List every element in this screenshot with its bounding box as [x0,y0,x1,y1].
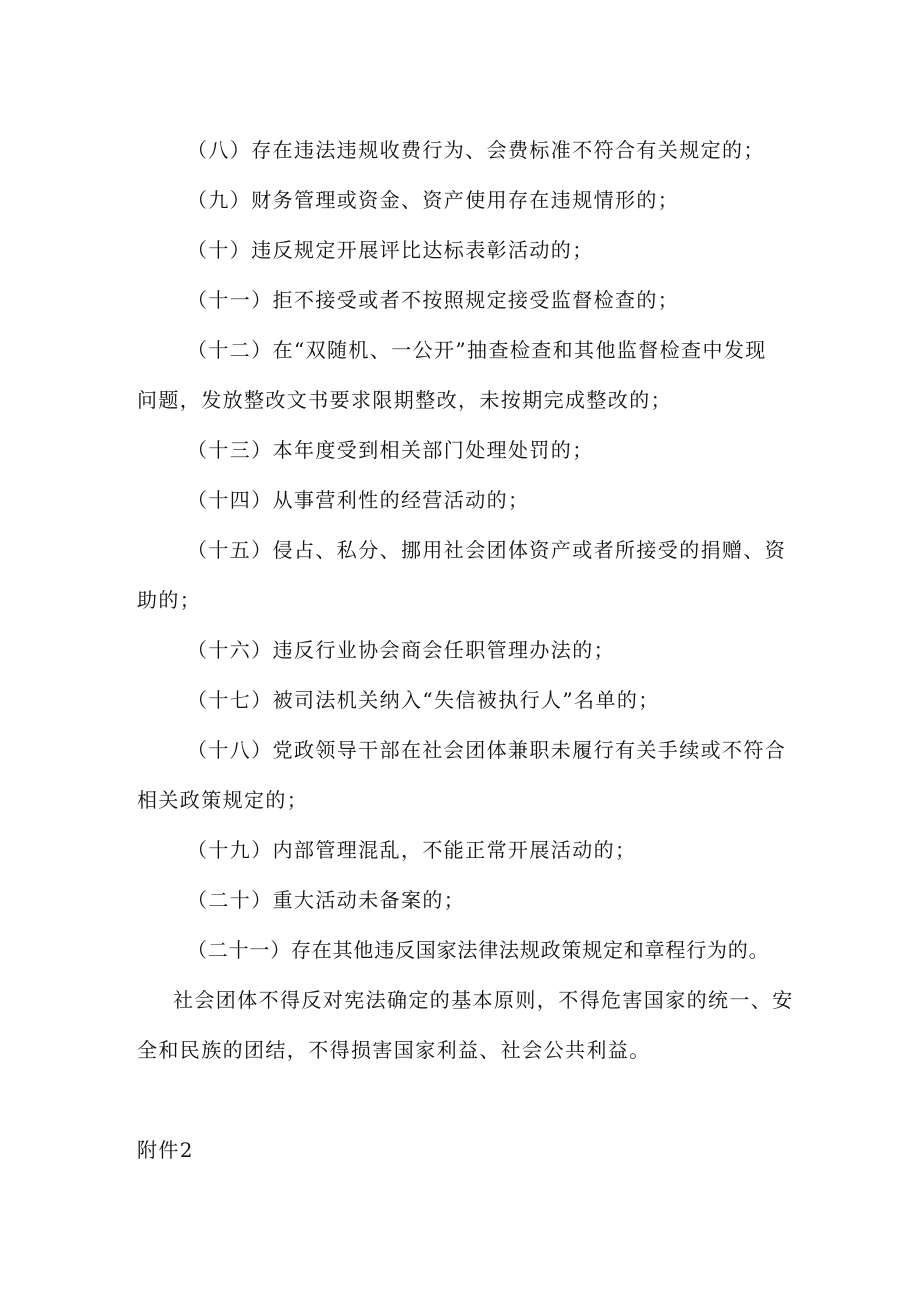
item-20: （二十）重大活动未备案的； [187,888,466,912]
item-12-line-2: 问题，发放整改文书要求限期整改，未按期完成整改的； [137,388,672,412]
item-16: （十六）违反行业协会商会任职管理办法的； [187,638,615,662]
item-11: （十一）拒不接受或者不按照规定接受监督检查的； [187,288,680,312]
attachment-label: 附件2 [137,1138,194,1162]
item-15-line-1: （十五）侵占、私分、挪用社会团体资产或者所接受的捐赠、资 [187,538,787,562]
item-15-line-2: 助的； [137,588,202,612]
item-13: （十三）本年度受到相关部门处理处罚的； [187,438,594,462]
item-19: （十九）内部管理混乱，不能正常开展活动的； [187,838,637,862]
closing-line-1: 社会团体不得反对宪法确定的基本原则，不得危害国家的统一、安 [173,988,794,1012]
item-14: （十四）从事营利性的经营活动的； [187,488,530,512]
item-8: （八）存在违法违规收费行为、会费标准不符合有关规定的； [187,138,765,162]
item-18-line-1: （十八）党政领导干部在社会团体兼职未履行有关手续或不符合 [187,738,787,762]
item-10: （十）违反规定开展评比达标表彰活动的； [187,238,594,262]
item-12-line-1: （十二）在“双随机、一公开”抽查检查和其他监督检查中发现 [187,338,767,362]
closing-line-2: 全和民族的团结，不得损害国家利益、社会公共利益。 [137,1038,651,1062]
item-18-line-2: 相关政策规定的； [137,788,309,812]
item-9: （九）财务管理或资金、资产使用存在违规情形的； [187,188,680,212]
item-17: （十七）被司法机关纳入“失信被执行人”名单的； [187,688,660,712]
item-21: （二十一）存在其他违反国家法律法规政策规定和章程行为的。 [187,938,770,962]
